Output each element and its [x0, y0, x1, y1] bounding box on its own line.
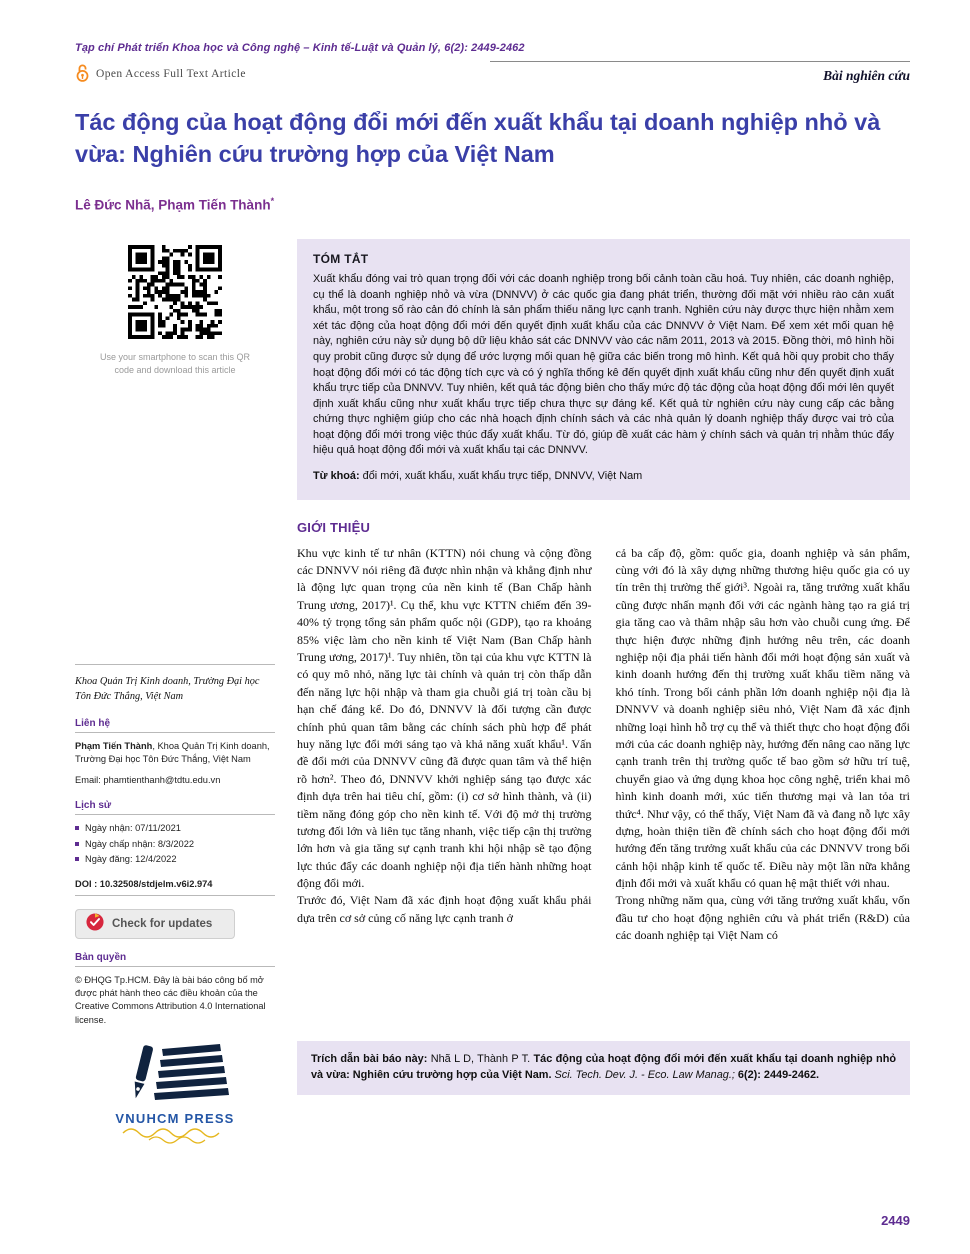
intro-paragraph: cả ba cấp độ, gồm: quốc gia, doanh nghiệp và sản phẩm, cùng với đó là xây dựng những thương hiệu quốc gia có uy tín trên thị trường thế giới³. Ngoài ra, tăng trưởng xuất khẩu cũng được nhấn mạnh đối với các ngành hàng tạo ra giá trị gia tăng cao và thâm nhập sâu hơn vào chuỗi cung ứng. Để thực hiện được những định hướng nêu trên, các doanh nghiệp nội địa phải tiến hành đổi mới hoạt động sản xuất và kinh doanh hướng đến thị trường xuất khẩu tiềm năng và khó tính. Trong bối cảnh phần lớn doanh nghiệp nội địa là DNNVV và doanh nghiệp siêu nhỏ, Việt Nam đã xác định những loại hình hỗ trợ cụ thể và thiết thực cho hoạt động đổi mới của các doanh nghiệp này, hướng đến nâng cao năng lực cạnh tranh trên thị trường quốc tế bao gồm sở hữu trí tuệ, chuyển giao và ứng dụng khoa học công nghệ, triển khai mô hình kinh doanh mới, xúc tiến thương mại và lan tỏa tri thức⁴. Như vậy, có thể thấy, Việt Nam đã và đang nỗ lực xây dựng, hoàn thiện tiền đề chính sách cho hoạt động đổi mới hướng đến tăng trưởng xuất khẩu của các DNNVV trong bối cảnh hội nhập kinh tế quốc tế. Điều này một lần nữa khẳng định đổi mới và xuất khẩu có quan hệ mật thiết với nhau.: [615, 545, 910, 891]
citation-title: Tác động của hoạt động đổi mới đến xuất khẩu tại doanh nghiệp nhỏ và vừa: Nghiên cứu trường hợp của Việt Nam.: [311, 1052, 896, 1082]
article-type-label: Bài nghiên cứu: [823, 68, 910, 83]
sidebar-divider: [75, 664, 275, 665]
intro-column-left: [297, 545, 592, 928]
citation-authors: Nhã L D, Thành P T.: [430, 1052, 531, 1065]
intro-columns: [297, 545, 910, 1023]
history-item-published: Ngày đăng: 12/4/2022: [75, 853, 275, 866]
journal-title-line: Tạp chí Phát triển Khoa học và Công nghệ – Kinh tế-Luật và Quản lý, 6(2): 2449-2462: [75, 42, 525, 54]
open-access-row: [75, 61, 246, 85]
intro-paragraph: Khu vực kinh tế tư nhân (KTTN) nói chung và cộng đồng các DNNVV nói riêng đã được nhìn nhận và khẳng định như là động lực quan trọng của nền kinh tế (Ban Chấp hành Trung ương, 2017)¹. Cụ thể, khu vực KTTN chiếm đến 39-40% tỷ trọng tổng sản phẩm quốc nội (GDP), tạo ra khoảng 85% việc làm cho nền kinh tế Việt Nam (Ban Chấp hành Trung ương, 2017)¹. Tuy nhiên, tồn tại của khu vực KTTN là có quy mô nhỏ, năng lực tài chính và quản trị còn thấp dẫn đến năng lực hội nhập và tham gia chuỗi giá trị toàn cầu bị hạn chế đáng kể. Do đó, DNNVV là đối tượng cần được chính phủ quan tâm bằng các chính sách phù hợp để phát huy năng lực đổi mới sáng tạo và khả năng xuất khẩu¹. Vấn đề đổi mới của DNNVV cũng đã được quan tâm và thể hiện rõ hơn². Theo đó, DNNVV khởi nghiệp sáng tạo được xác định dựa trên hai tiêu chí, gồm: (i) cơ sở hình thành, và (ii) tiềm năng đóng góp cho nền kinh tế. Với độ mở thị trường tương đối lớn và liên tục tăng nhanh, việc tiếp cận thị trường lớn hơn và gia tăng sự cạnh tranh khi hội nhập sẽ tạo động lực thúc đẩy các doanh nghiệp nội địa tiến hành những hoạt động đổi mới.: [297, 545, 592, 891]
affiliation-text: Khoa Quản Trị Kinh doanh, Trường Đại học Tôn Đức Thắng, Việt Nam: [75, 676, 260, 703]
press-name: VNUHCM PRESS: [115, 1111, 235, 1127]
press-tagline-script: [115, 1126, 235, 1144]
copyright-text: © ĐHQG Tp.HCM. Đây là bài báo công bố mở được phát hành theo các điều khoản của the Creative Commons Attribution 4.0 International license.: [75, 974, 266, 1025]
content-grid: [75, 239, 910, 1147]
doi-text[interactable]: DOI : 10.32508/stdjelm.v6i2.974: [75, 879, 275, 896]
contact-name: Phạm Tiến Thành: [75, 740, 153, 751]
intro-paragraph: Trước đó, Việt Nam đã xác định hoạt động xuất khẩu phải dựa trên cơ sở củng cố năng lực cạnh tranh ở: [297, 893, 592, 925]
main-column: [297, 239, 910, 1147]
abstract-body: Xuất khẩu đóng vai trò quan trọng đối với các doanh nghiệp trong bối cảnh toàn cầu hoá. Tuy nhiên, các doanh nghiệp, cụ thể là doanh nghiệp nhỏ và vừa (DNNVV) ở các quốc gia đang phát triển, thường đối mặt với nhiều rào cản xuất khẩu, một trong số rào cản đó chính là sản phẩm thiếu năng lực cạnh tranh. Nghiên cứu này được thực hiện nhằm xem xét tác động của hoạt động đổi mới đến quyết định xuất khẩu của các DNNVV ở Việt Nam. Để xem xét mối quan hệ này, nghiên cứu này sử dụng bộ dữ liệu khảo sát các DNNVV vào các năm 2011, 2013 và 2015. Đồng thời, mô hình hồi quy probit cũng được sử dụng để ước lượng mối quan hệ giữa các biến trong mô hình. Kết quả hồi quy probit cho thấy hoạt động đổi mới có tác động tích cực và có ý nghĩa thống kê đến quyết định xuất khẩu cũng như đến quyết định xuất khẩu trực tiếp của DNNVV. Tuy nhiên, kết quả tác động biên cho thấy mức độ tác động của hoạt động đổi mới lên quyết định xuất khẩu cũng như xuất khẩu trực tiếp chưa thực sự đáng kể. Kết quả từ nghiên cứu này cung cấp các bằng chứng thực nghiệm giúp cho các nhà hoạch định chính sách và các nhà quản lý doanh nghiệp thấy được vai trò của hoạt động đổi mới trong việc thúc đẩy xuất khẩu. Từ đó, giúp đề xuất các hàm ý chính sách và quản trị nhằm thúc đẩy hiệu quả hoạt động đổi mới và xuất khẩu tại các DNNVV.: [313, 272, 894, 457]
contact-affiliation: , Khoa Quản Trị Kinh doanh, Trường Đại học Tôn Đức Thắng, Việt Nam: [75, 740, 270, 765]
intro-column-right: [616, 545, 911, 945]
check-for-updates-button[interactable]: [75, 909, 235, 939]
keywords-text: đổi mới, xuất khẩu, xuất khẩu trực tiếp, DNNVV, Việt Nam: [362, 470, 643, 483]
check-for-updates-label: Check for updates: [112, 917, 213, 930]
citation-pages: 6(2): 2449-2462.: [737, 1069, 820, 1082]
intro-paragraph: Trong những năm qua, cùng với tăng trưởng xuất khẩu, vốn đầu tư cho hoạt động nghiên cứu và phát triển (R&D) của các doanh nghiệp tại Việt Nam có: [615, 893, 910, 943]
intro-heading: GIỚI THIỆU: [297, 519, 371, 535]
abstract-heading: TÓM TẮT: [313, 251, 369, 266]
contact-details: [75, 740, 275, 767]
citation-box: [297, 1041, 910, 1096]
page-number: 2449: [881, 1213, 910, 1228]
open-access-label: Open Access Full Text Article: [96, 68, 246, 80]
history-item-accepted: Ngày chấp nhận: 8/3/2022: [75, 838, 275, 851]
sidebar: [75, 239, 275, 1147]
qr-code: [128, 245, 222, 339]
citation-label: Trích dẫn bài báo này:: [311, 1052, 428, 1065]
crossmark-icon: [86, 913, 104, 934]
authors-line: [75, 196, 910, 213]
page-title: Tác động của hoạt động đổi mới đến xuất khẩu tại doanh nghiệp nhỏ và vừa: Nghiên cứu trường hợp của Việt Nam: [75, 109, 881, 167]
contact-email[interactable]: Email: phamtienthanh@tdtu.edu.vn: [75, 774, 221, 785]
authors-names: Lê Đức Nhã, Phạm Tiến Thành: [75, 197, 271, 213]
history-item-received: Ngày nhận: 07/11/2021: [75, 822, 275, 835]
keywords-label: Từ khoá:: [313, 470, 360, 483]
article-type-block: [490, 61, 910, 85]
history-list: [75, 822, 275, 866]
qr-block: [75, 239, 275, 376]
keywords-line: [313, 469, 894, 485]
history-section-label: Lịch sử: [75, 800, 275, 815]
qr-caption: Use your smartphone to scan this QR code and download this article: [99, 351, 251, 375]
corresponding-author-mark: *: [270, 196, 275, 207]
abstract-panel: [297, 239, 910, 500]
open-access-icon: [75, 63, 90, 85]
copyright-section-label: Bản quyền: [75, 952, 275, 967]
press-logo: [75, 1043, 275, 1147]
pen-and-books-icon: [116, 1043, 234, 1105]
contact-section-label: Liên hệ: [75, 718, 275, 733]
citation-journal: Sci. Tech. Dev. J. - Eco. Law Manag.;: [554, 1069, 735, 1082]
header-row: [75, 61, 910, 85]
